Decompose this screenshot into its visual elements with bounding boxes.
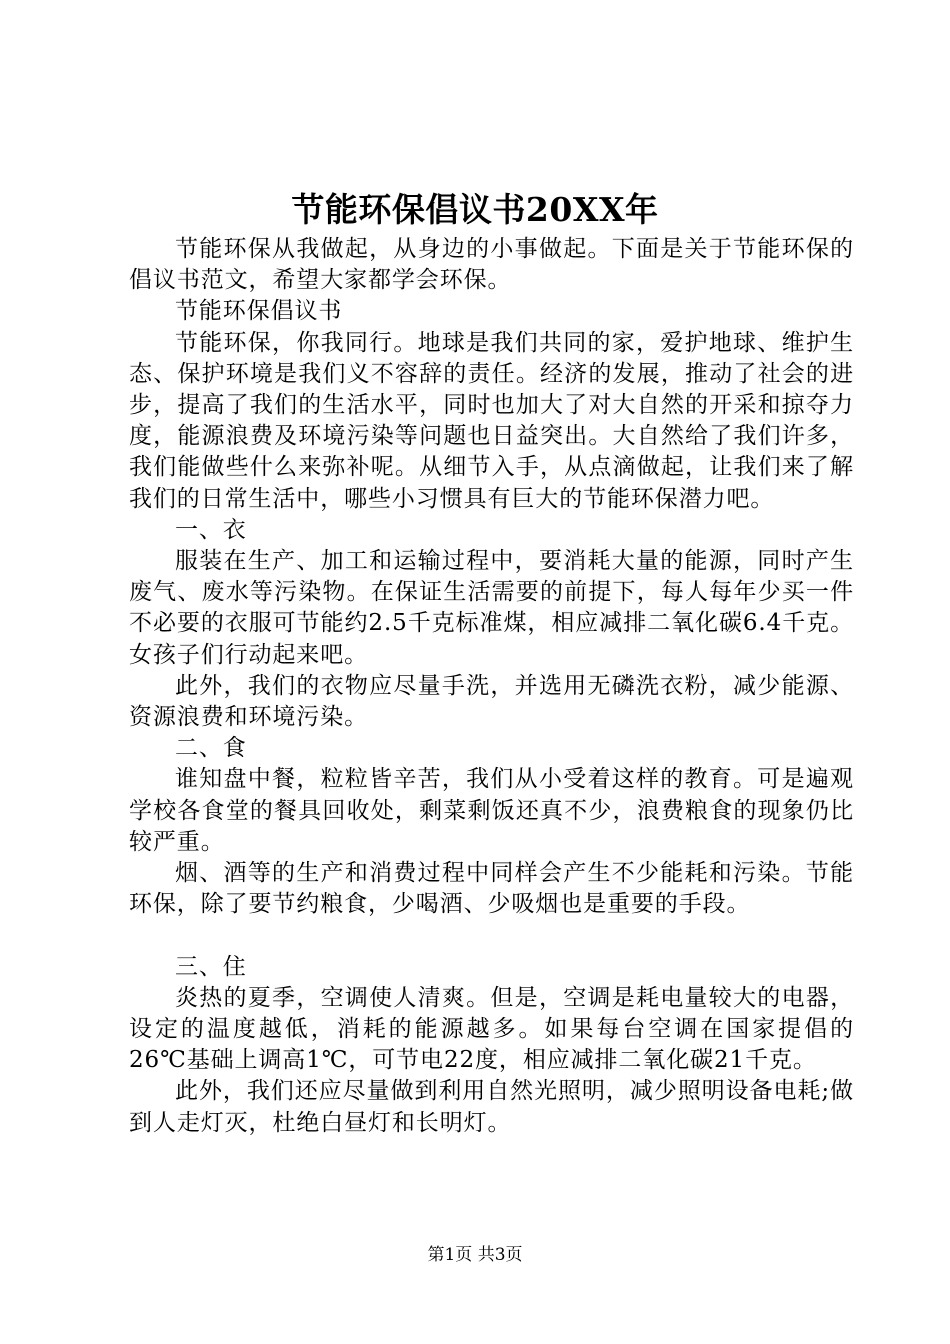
page-footer: 第1页 共3页 (427, 1245, 523, 1265)
section-heading-food: 二、食 (175, 735, 247, 762)
section-heading-housing: 三、住 (175, 953, 247, 980)
body-paragraph: 谁知盘中餐，粒粒皆辛苦，我们从小受着这样的教育。可是遍观学校各食堂的餐具回收处，剩菜剩饭还真不少，浪费粮食的现象仍比较严重。 (129, 766, 854, 855)
intro-paragraph: 节能环保从我做起，从身边的小事做起。下面是关于节能环保的倡议书范文，希望大家都学会环保。 (129, 236, 854, 294)
blank-line (129, 920, 854, 951)
document-body (129, 234, 854, 1139)
body-paragraph: 烟、酒等的生产和消费过程中同样会产生不少能耗和污染。节能环保，除了要节约粮食，少喝酒、少吸烟也是重要的手段。 (129, 860, 854, 918)
body-paragraph: 炎热的夏季，空调使人清爽。但是，空调是耗电量较大的电器，设定的温度越低，消耗的能源越多。如果每台空调在国家提倡的26℃基础上调高1℃，可节电22度，相应减排二氧化碳21千克。 (129, 984, 854, 1074)
document-title: 节能环保倡议书20XX年 (291, 190, 659, 229)
section-heading-clothing: 一、衣 (175, 516, 247, 543)
body-paragraph: 此外，我们还应尽量做到利用自然光照明，减少照明设备电耗;做到人走灯灭，杜绝白昼灯和长明灯。 (129, 1078, 854, 1136)
body-paragraph: 节能环保，你我同行。地球是我们共同的家，爱护地球、维护生态、保护环境是我们义不容辞的责任。经济的发展，推动了社会的进步，提高了我们的生活水平，同时也加大了对大自然的开采和掠夺力度，能源浪费及环境污染等问题也日益突出。大自然给了我们许多，我们能做些什么来弥补呢。从细节入手，从点滴做起，让我们来了解我们的日常生活中，哪些小习惯具有巨大的节能环保潜力吧。 (129, 329, 854, 512)
body-paragraph: 此外，我们的衣物应尽量手洗，并选用无磷洗衣粉，减少能源、资源浪费和环境污染。 (129, 672, 854, 731)
section-heading-proposal: 节能环保倡议书 (175, 298, 343, 325)
body-paragraph: 服装在生产、加工和运输过程中，要消耗大量的能源，同时产生废气、废水等污染物。在保证生活需要的前提下，每人每年少买一件不必要的衣服可节能约2.5千克标准煤，相应减排二氧化碳6.4千克。女孩子们行动起来吧。 (129, 548, 854, 668)
